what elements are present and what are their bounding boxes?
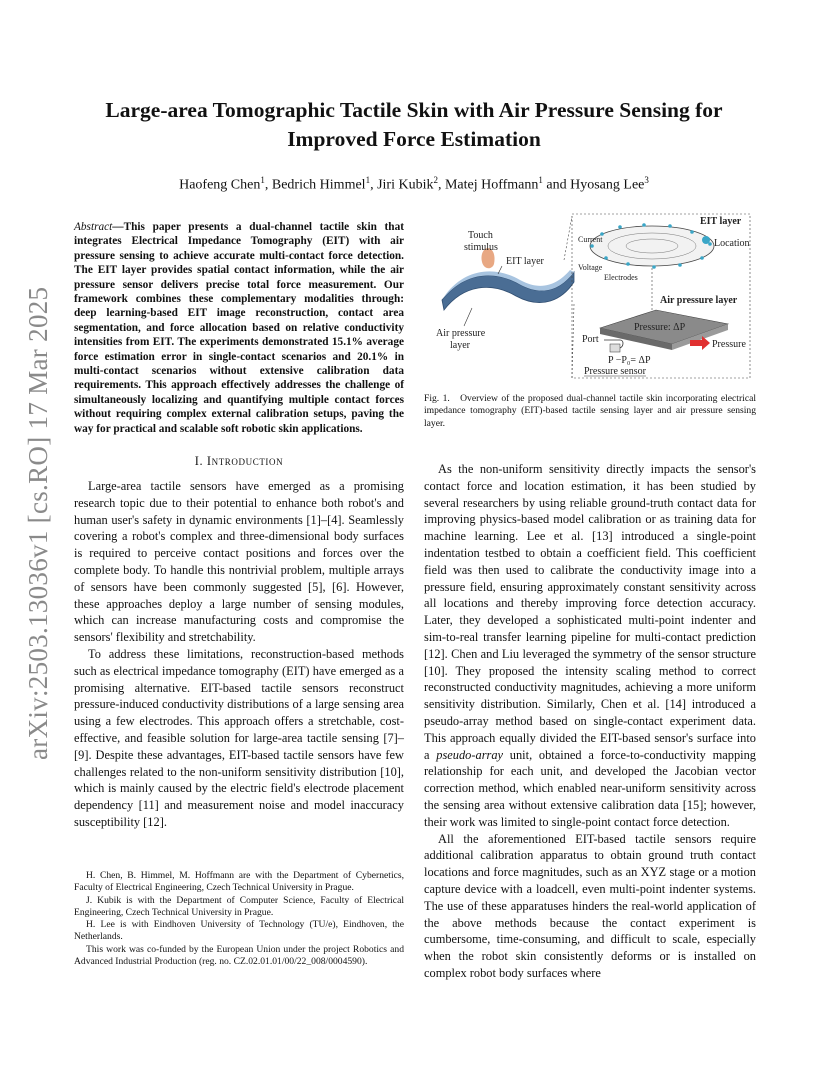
section-heading-introduction: I. Introduction [194,454,284,468]
label-formula: P −P₀= ΔP [608,355,651,366]
author-affiliation: 1 [538,175,543,185]
footnote: H. Chen, B. Himmel, M. Hoffmann are with the Department of Cybernetics, Faculty of Electrical Engineering, Czech Technical University in Prague. [74,870,404,894]
label-eit-layer-left: EIT layer [506,256,544,267]
label-pressure-delta: Pressure: ΔP [634,322,686,333]
label-current: Current [578,235,603,244]
zoom-box-lines [564,216,574,378]
abstract-dash: — [112,221,124,233]
label-air-pressure-right: Air pressure layer [660,295,738,306]
author-separator: , [437,177,445,193]
author-separator: , [370,177,378,193]
footnotes [74,870,404,968]
location-marker-icon [702,236,710,244]
label-eit-layer-top: EIT layer [700,216,742,227]
figure-1-diagram [424,212,756,382]
author-name: Haofeng Chen [179,177,261,193]
figure-1-caption [424,393,756,430]
arxiv-id-text: arXiv:2503.13036v1 [cs.RO] 17 Mar 2025 [23,286,53,760]
figure-1 [424,212,756,382]
label-touch-2: stimulus [464,242,498,253]
caption-label: Fig. 1. [424,393,450,404]
author-name: Jiri Kubik [377,177,434,193]
author-list [60,171,768,195]
author-name: Matej Hoffmann [444,177,539,193]
body-paragraph: All the aforementioned EIT-based tactile sensors require additional calibration apparatus to obtain ground truth contact locations and force magnitudes, such as an XYZ stage or a motion capture device with a loadcell, even multi-point indenter systems. The use of these apparatuses hinders the real-world application of the above methods because the contact experiment is cumbersome, time-consuming, and difficult to scale, especially when the robot skin consistently deforms or is installed on complex robot body surfaces where [424,831,756,980]
author-separator: , [264,177,272,193]
intro-paragraph: Large-area tactile sensors have emerged as a promising research topic due to their potential to enhance both robot's and human user's safety in dynamic environments [1]–[4]. Seamlessly covering a robot's complex and three-dimensional body surfaces is required to perceive contact positions and forces over the complete body. To handle this nontrivial problem, multiple arrays of sensors have been commonly suggested [5], [6]. However, these approaches deploy a large number of sensing modules, which can increase manufacturing costs and compromise the sensors' flexibility and stretchability. [74,479,404,645]
author-name: Hyosang Lee [570,177,645,193]
abstract-lead: Abstract [74,221,113,233]
body-paragraph: As the non-uniform sensitivity directly impacts the sensor's contact force and location estimation, it has been studied by several researchers by using reliable ground-truth contact data for improving physics-based model calibration or as training data for machine learning. Lee et al. [13] introduced a single-point indentation testbed to obtain a coefficient field. This coefficient field was then used to calibrate the conductivity image into a pressure field, ensuring approximately constant sensitivity across all locations and thereby improving force detection accuracy. Later, they developed a sophisticated multi-point indenter and sim-to-real transfer learning pipeline for multi-contact prediction [12]. Chen and Liu leveraged the symmetry of the sensor structure [10]. They proposed the intensity scaling method to correct reconstructed conductivity magnitudes, achieving a more uniform sensitivity distribution. Similarly, Chen et al. [14] introduced a pseudo-array method based on single-contact experiment data. This approach equally divided the EIT-based sensor's surface into a pseudo-array unit, obtained a force-to-conductivity mapping relationship for each unit, and developed the Jacobian vector correction method, which enabled near-uniform sensitivity across the sensing area without extensive calibration data [15]; however, their work was limited to single-point contact force detection. [424,462,756,829]
label-voltage: Voltage [578,263,603,272]
label-touch-1: Touch [468,230,493,241]
caption-text: Overview of the proposed dual-channel tactile skin incorporating electrical impedance tomography (EIT)-based tactile sensing layer and air pressure sensing layer. [424,393,757,429]
footnote: This work was co-funded by the European Union under the project Robotics and Advanced Industrial Production (reg. no. CZ.02.01.01/00/22_008/0004590). [74,943,404,968]
intro-paragraph: To address these limitations, reconstruction-based methods such as electrical impedance tomography (EIT) have emerged as a promising alternative. EIT-based tactile sensors reconstruct pressure-induced conductivity distributions of a large sensing area using a few electrodes. This approach offers a stretchable, cost-effective, and feasible solution for large-area tactile sensing [7]–[9]. Despite these advantages, EIT-based tactile sensors have few challenges related to the non-uniform sensitivity distribution [10], which is mainly caused by the electric field's electrode placement dependency [11] and measurement noise and model inaccuracy susceptibility [12]. [74,646,404,829]
author-affiliation: 3 [644,175,649,185]
eit-layer-disk [590,226,714,266]
emphasis-pseudo-array: pseudo-array [436,747,504,762]
introduction-body [74,478,404,831]
label-port: Port [582,334,599,345]
abstract [74,220,404,436]
right-column-body [424,461,756,982]
author-name: Bedrich Himmel [271,177,366,193]
abstract-text: This paper presents a dual-channel tactile skin that integrates Electrical Impedance Tomography (EIT) with air pressure sensing to achieve accurate multi-contact force detection. The EIT layer provides spatial contact information, while the air pressure sensor delivers precise total force measurement. Our framework combines these complementary modalities through: deep learning-based EIT image reconstruction, contact area segmentation, and force allocation based on relative conductivity intensities from EIT. The experiments demonstrated 15.1% average force estimation error in single-contact scenarios and 20.1% in multi-contact scenarios without extensive calibration data requirements. This approach effectively addresses the challenge of simultaneously localizing and quantifying multiple contact forces without requiring complex external calibration setups, paving the way for practical and scalable soft robotic skin applications. [74,221,404,435]
paper-title: Large-area Tomographic Tactile Skin with Air Pressure Sensing for Improved Force Estimation [105,98,723,151]
arxiv-identifier [20,280,56,760]
author-affiliation: 1 [260,175,265,185]
footnote: J. Kubik is with the Department of Computer Science, Faculty of Electrical Engineering, Czech Technical University in Prague. [74,894,404,918]
label-pressure: Pressure [712,339,746,350]
author-separator: and [542,177,571,193]
author-affiliation: 1 [365,175,371,185]
footnote: H. Lee is with Eindhoven University of Technology (TU/e), Eindhoven, the Netherlands. [74,919,404,943]
label-air-pressure-left-1: Air pressure [436,328,486,339]
label-air-pressure-left-2: layer [450,340,470,351]
label-electrodes: Electrodes [604,273,638,282]
label-location: Location [714,238,750,249]
label-pressure-sensor: Pressure sensor [584,366,646,377]
author-affiliation: 2 [433,175,438,185]
